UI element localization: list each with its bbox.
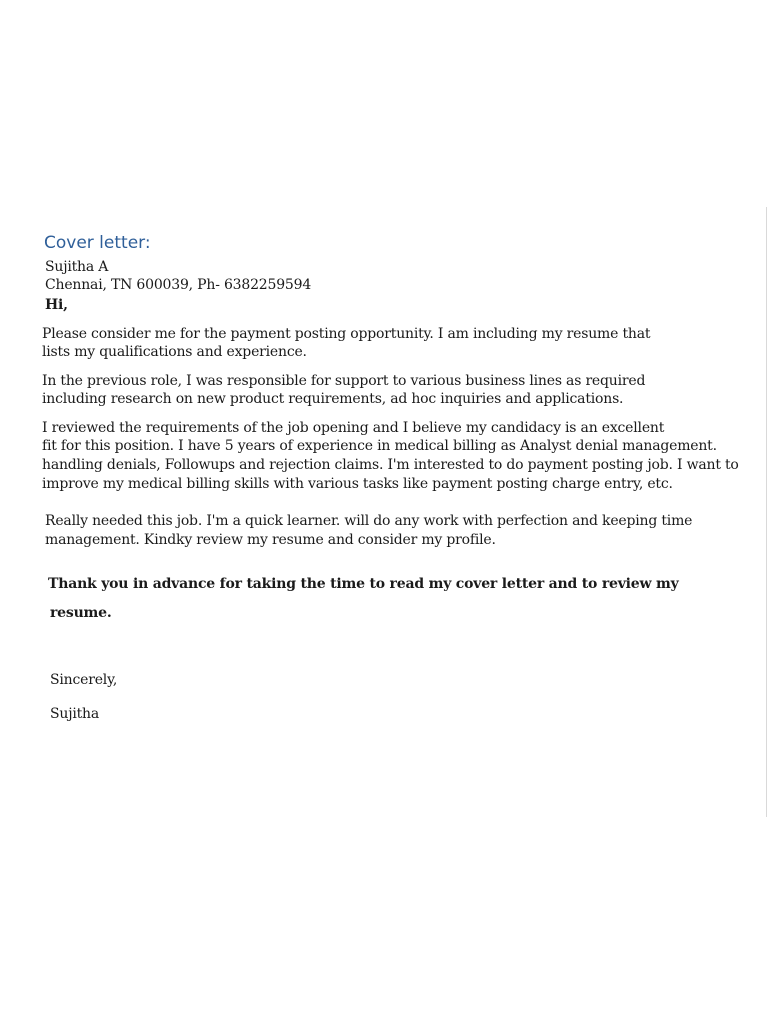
closing: Sincerely, xyxy=(50,672,118,688)
paragraph-3-line-1: I reviewed the requirements of the job opening and I believe my candidacy is an excellent xyxy=(42,420,665,436)
paragraph-3-line-3: handling denials, Followups and rejection claims. I'm interested to do payment posting job. I want to xyxy=(42,457,739,473)
greeting: Hi, xyxy=(45,297,68,313)
paragraph-4-line-2: management. Kindky review my resume and consider my profile. xyxy=(45,532,496,548)
paragraph-1-line-2: lists my qualifications and experience. xyxy=(42,344,307,360)
paragraph-3-line-4: improve my medical billing skills with various tasks like payment posting charge entry, etc. xyxy=(42,476,673,492)
thank-you-line-1: Thank you in advance for taking the time to read my cover letter and to review my xyxy=(48,576,679,592)
paragraph-1-line-1: Please consider me for the payment posting opportunity. I am including my resume that xyxy=(42,326,651,342)
paragraph-3-line-2: fit for this position. I have 5 years of experience in medical billing as Analyst denial management. xyxy=(42,438,717,454)
signature: Sujitha xyxy=(50,706,100,722)
paragraph-4-line-1: Really needed this job. I'm a quick learner. will do any work with perfection and keeping time xyxy=(45,513,693,529)
paragraph-2-line-2: including research on new product requirements, ad hoc inquiries and applications. xyxy=(42,391,624,407)
sender-name: Sujitha A xyxy=(45,259,109,275)
letter-heading: Cover letter: xyxy=(44,233,151,253)
paragraph-2-line-1: In the previous role, I was responsible for support to various business lines as required xyxy=(42,373,646,389)
thank-you-line-2: resume. xyxy=(50,605,112,621)
sender-address: Chennai, TN 600039, Ph- 6382259594 xyxy=(45,277,312,293)
